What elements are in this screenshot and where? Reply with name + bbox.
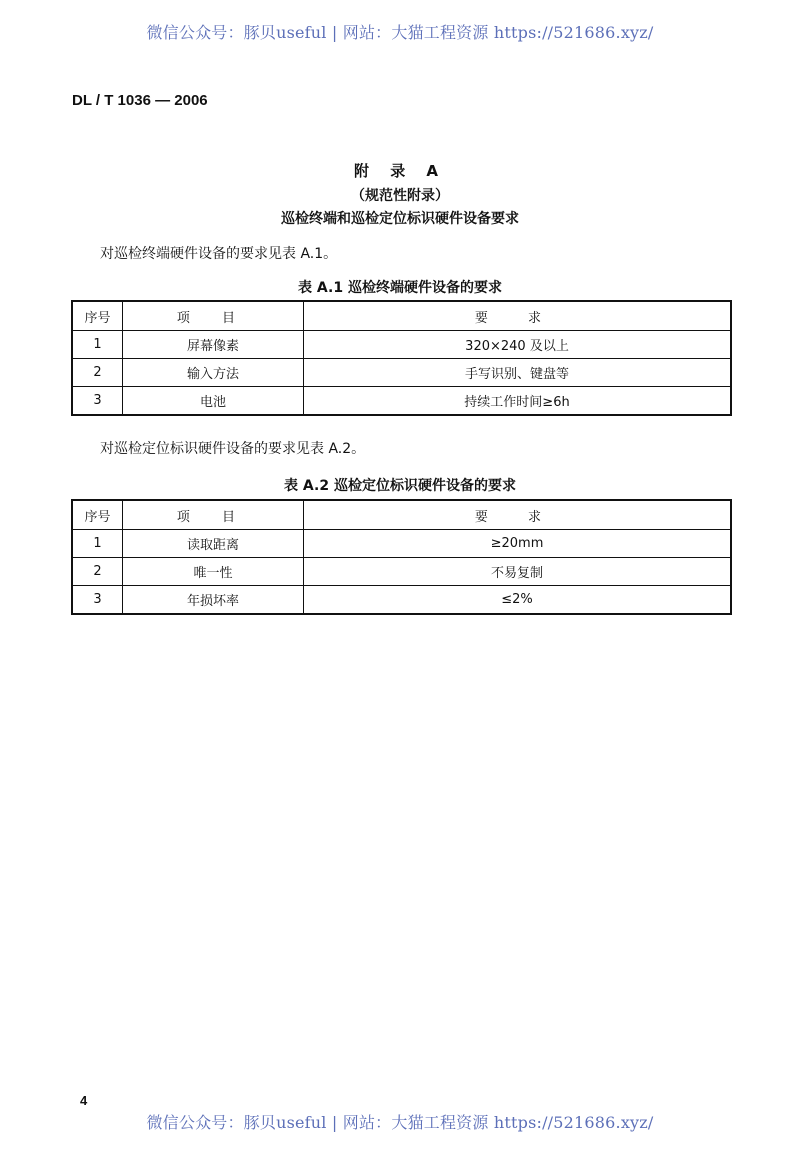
cell-item: 年损坏率 (123, 586, 304, 615)
header-requirement: 要 求 (304, 301, 732, 331)
cell-no: 2 (72, 359, 123, 387)
table-row (72, 387, 731, 416)
table-row (72, 558, 731, 586)
table-a1 (71, 300, 732, 416)
paragraph-table-a2-intro: 对巡检定位标识硬件设备的要求见表 A.2。 (100, 441, 366, 457)
page-number: 4 (80, 1093, 88, 1108)
table-row (72, 331, 731, 359)
header-no: 序号 (72, 500, 123, 530)
cell-item: 屏幕像素 (123, 331, 304, 359)
table-header-row (72, 500, 731, 530)
cell-no: 1 (72, 331, 123, 359)
header-item: 项 目 (123, 500, 304, 530)
cell-no: 1 (72, 530, 123, 558)
cell-no: 2 (72, 558, 123, 586)
appendix-note: （规范性附录） (351, 188, 449, 204)
table-a2-caption: 表 A.2 巡检定位标识硬件设备的要求 (284, 478, 516, 494)
table-a1-caption: 表 A.1 巡检终端硬件设备的要求 (298, 280, 502, 296)
table-header-row (72, 301, 731, 331)
cell-no: 3 (72, 387, 123, 416)
appendix-title: 附 录 A (353, 162, 447, 180)
cell-item: 输入方法 (123, 359, 304, 387)
appendix-subtitle: 巡检终端和巡检定位标识硬件设备要求 (281, 211, 519, 227)
cell-requirement: 手写识别、键盘等 (304, 359, 732, 387)
cell-no: 3 (72, 586, 123, 615)
cell-requirement: 320×240 及以上 (304, 331, 732, 359)
cell-item: 读取距离 (123, 530, 304, 558)
watermark-top: 微信公众号：豚贝useful | 网站：大猫工程资源 https://521686.xyz/ (146, 23, 654, 42)
header-item: 项 目 (123, 301, 304, 331)
cell-requirement: ≥20mm (304, 530, 732, 558)
cell-requirement: 持续工作时间≥6h (304, 387, 732, 416)
table-a2 (71, 499, 732, 615)
header-requirement: 要 求 (304, 500, 732, 530)
cell-requirement: 不易复制 (304, 558, 732, 586)
document-code: DL / T 1036 — 2006 (72, 92, 208, 109)
cell-requirement: ≤2% (304, 586, 732, 615)
table-row (72, 359, 731, 387)
watermark-bottom: 微信公众号：豚贝useful | 网站：大猫工程资源 https://521686.xyz/ (146, 1113, 654, 1132)
table-row (72, 530, 731, 558)
table-row (72, 586, 731, 615)
header-no: 序号 (72, 301, 123, 331)
cell-item: 电池 (123, 387, 304, 416)
paragraph-table-a1-intro: 对巡检终端硬件设备的要求见表 A.1。 (100, 246, 338, 262)
cell-item: 唯一性 (123, 558, 304, 586)
